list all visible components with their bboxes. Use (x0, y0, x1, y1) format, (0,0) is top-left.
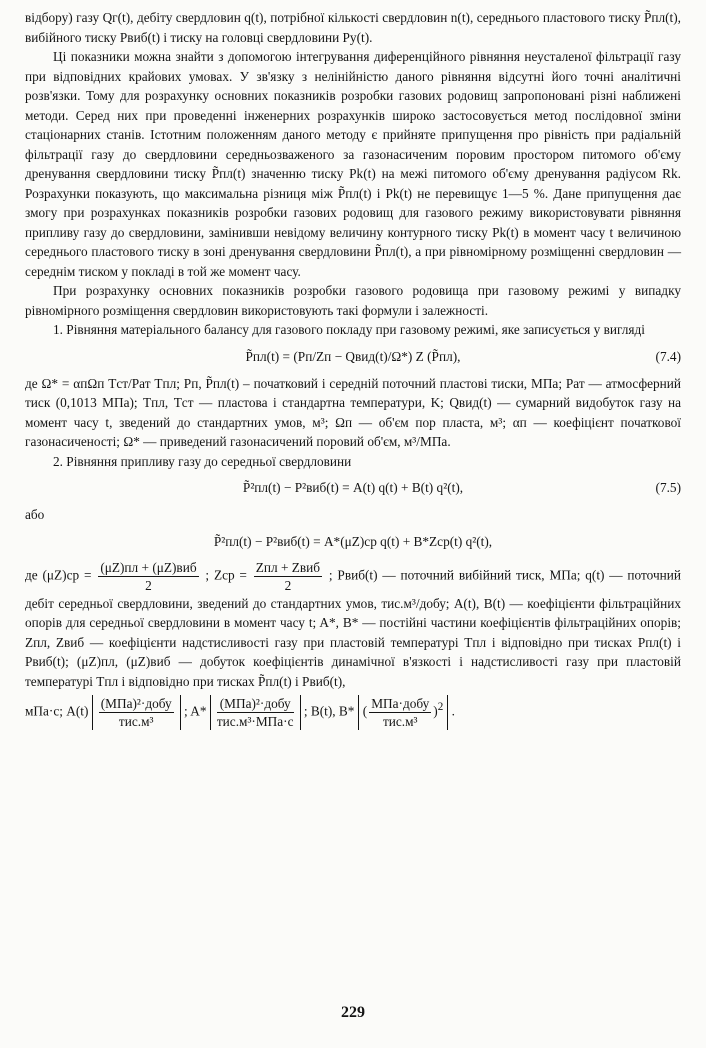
paragraph-or: або (25, 507, 45, 522)
definitions-text: ; Pвиб(t) — поточний вибійний тиск, МПа; q(t) — поточний дебіт середньої свердловини, зведений до стандартних умов, тис.м³/добу; A(t), B(t) — коефіцієнти фільтраційних опорів для середньої свердловини в момент часу t; A*, B* — постійні частини коефіцієнтів фільтраційних опорів; Zпл, Zвиб — коефіцієнти надстисливості газу при пластовій температурі Tпл і відповідно при тисках Pпл(t) і Pвиб(t); (μZ)пл, (μZ)виб — добуток коефіцієнтів динамічної в'язкості і надстисливості газу при пластовій температурі Tпл і відповідно при тисках P̃пл(t) і Pвиб(t), (25, 567, 681, 689)
paragraph-material-balance-definitions: де Ω* = αпΩп Tст/Pат Tпл; Pп, P̃пл(t) – початковий і середній поточний пластові тиски, МПа; Pат — атмосферний тиск (0,1013 МПа); Tпл, Tст — пластова і стандартна температури, K; Qвид(t) — сумарний видобуток газу на момент часу t, зведений до стандартних умов, м³; Ωп — об'єм пор пласта, м³; αп — коефіцієнт початкової газонасиченості; Ω* — приведений газонасичений поровий об'єм, м³/МПа. (25, 375, 681, 449)
unit-mpa-s: мПа·с; A(t) (25, 703, 89, 719)
unit-fraction-a-star (217, 695, 294, 730)
unit-a-star-denominator: тис.м³·МПа·с (216, 714, 294, 729)
page-number: 229 (341, 1004, 365, 1021)
fraction-muz-denominator: 2 (145, 577, 152, 593)
page-body (25, 8, 681, 730)
unit-fraction-a (99, 695, 174, 730)
equation-7-5-alt-body: P̃²пл(t) − P²виб(t) = A*(μZ)ср q(t) + B*Zср(t) q²(t), (213, 533, 493, 549)
fraction-muz-numerator: (μZ)пл + (μZ)виб (100, 559, 197, 575)
equation-7-4 (25, 346, 681, 368)
paragraph-intro-continued: відбору) газу Qг(t), дебіту свердловин q(t), потрібної кількості свердловин n(t), середнього пластового тиску P̃пл(t), вибійного тиску Pвиб(t) і тиску на головці свердловини Pу(t). (25, 10, 681, 45)
unit-b-denominator: тис.м³ (382, 714, 418, 729)
equation-7-5-number: (7.5) (655, 480, 681, 495)
equation-7-4-body: P̃пл(t) = (Pп/Zп − Qвид(t)/Ω*) Z (P̃пл), (245, 348, 461, 364)
zcp-label: ; Zср = (205, 567, 247, 583)
unit-fraction-b (369, 695, 431, 730)
paragraph-material-balance: 1. Рівняння матеріального балансу для газового покладу при газовому режимі, яке записується у вигляді (53, 322, 645, 337)
paragraph-formulas-intro: При розрахунку основних показників розробки газового родовища при газовому режимі у випадку рівномірного розміщення свердловин використовують такі формули і залежності. (25, 283, 681, 318)
fraction-muz-average (98, 559, 198, 594)
fraction-z-numerator: Zпл + Zвиб (255, 559, 321, 575)
paragraph-inflow-equation: 2. Рівняння припливу газу до середньої свердловини (53, 453, 352, 469)
unit-a-star-numerator: (МПа)²·добу (217, 695, 294, 713)
definitions-prefix: де (μZ)ср = (25, 567, 92, 583)
unit-bracket-a-star (210, 695, 301, 730)
fraction-z-denominator: 2 (284, 577, 292, 593)
unit-b-label: ; B(t), B* (303, 703, 355, 719)
paragraph-inflow-definitions (25, 559, 681, 692)
unit-end: . (451, 703, 455, 719)
fraction-z-average (254, 559, 322, 594)
paragraph-methods: Ці показники можна знайти з допомогою інтегрування диференційного рівняння неусталеної фільтрації газу при відповідних крайових умовах. У зв'язку з нелінійністю даного рівняння відсутні його точні аналітичні розв'язки. Тому для розрахунку основних показників розробки газових родовищ запропоновані різні наближені методи. Серед них при проведенні інженерних розрахунків широко застосовується метод послідовної зміни стаціонарних станів. Істотним положенням даного методу є прийняте припущення про рівність при радіальній фільтрації газу до свердловини середньозваженого за газонасиченим поровим простором питомого об'єму дренування свердловини тиску P̃пл(t) значенню тиску Pk(t) на межі питомого об'єму дренування радіусом Rk. Розрахунки показують, що максимальна різниця між P̃пл(t) і Pk(t) не перевищує 1—5 %. Дане припущення дає змогу при розрахунках показників розробки газових родовищ для газового режиму використовувати рівняння припливу газу до свердловини, замінивши невідому величину контурного тиску Pk(t) в момент часу t величиною середнього пластового тиску в зоні дренування свердловини P̃пл(t), а при рівномірному розміщенні свердловин — середнім тиском у покладі в той же момент часу. (25, 49, 681, 279)
unit-b-numerator: МПа·добу (371, 696, 430, 711)
paragraph-units (25, 695, 681, 730)
unit-a-numerator: (МПа)²·добу (100, 696, 172, 711)
unit-a-denominator: тис.м³ (118, 714, 154, 729)
unit-b-exponent: 2 (437, 701, 444, 714)
equation-7-5 (25, 477, 681, 499)
equation-7-4-number: (7.4) (655, 348, 681, 364)
equation-7-5-alt (25, 531, 681, 553)
unit-bracket-b: ( $\frac{\text{МПа·добу}}{\text{тис.м³}}$ )$^2$ (358, 695, 449, 730)
equation-7-5-body: P̃²пл(t) − P²виб(t) = A(t) q(t) + B(t) q²(t), (242, 480, 464, 495)
unit-a-star-label: ; A* (184, 703, 207, 719)
unit-bracket-a (92, 695, 181, 730)
